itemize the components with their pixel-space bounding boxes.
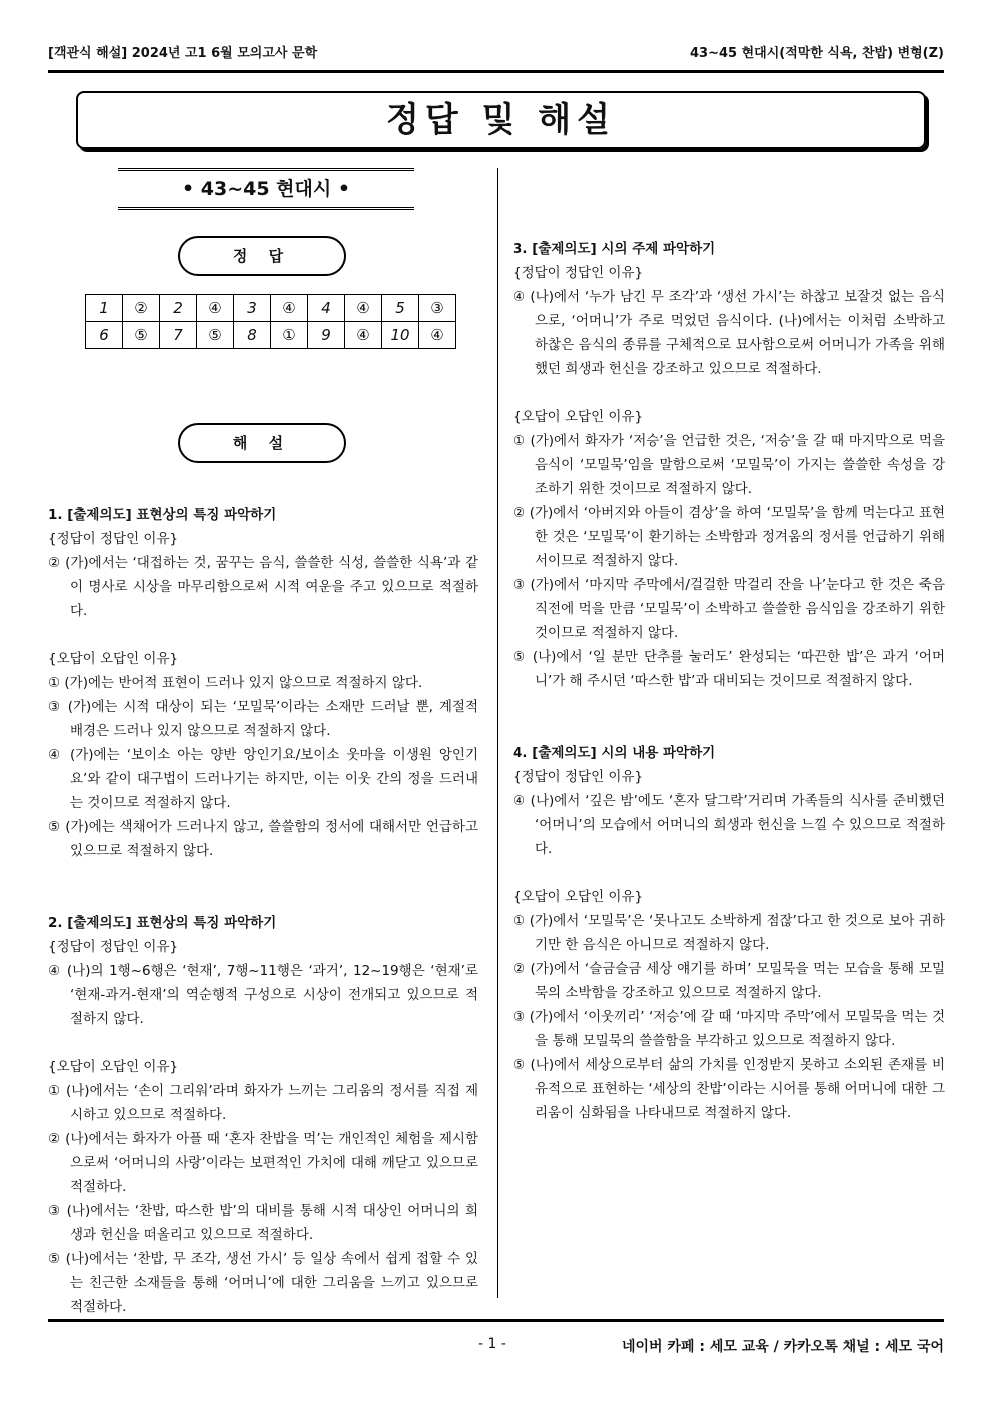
answer-row — [86, 322, 456, 349]
explanation-item: ③ (가)에서 ‘마지막 주막에서/걸걸한 막걸리 잔을 나’눈다고 한 것은 죽음 직전에 먹을 만큼 ‘모밀묵’이 소박하고 쓸쓸한 음식임을 강조하기 위한 것이므로 적절하지 않다. — [513, 577, 945, 641]
correct-label: {정답이 정답인 이유} — [513, 265, 644, 281]
answer-value: ④ — [197, 295, 234, 322]
section-title: • 43~45 현대시 • — [118, 168, 414, 210]
bottom-rule — [48, 1319, 944, 1322]
answer-number: 3 — [234, 295, 271, 322]
explanation-item: ② (나)에서는 화자가 아플 때 ‘혼자 찬밥을 먹’는 개인적인 체험을 제시함으로써 ‘어머니의 사랑’이라는 보편적인 가치에 대해 깨닫고 있으므로 적절하다. — [48, 1131, 478, 1195]
answer-value: ④ — [419, 322, 456, 349]
explanation-label: 해 설 — [178, 423, 346, 463]
left-column — [48, 168, 478, 1319]
answer-number: 1 — [86, 295, 123, 322]
explanation-item: ④ (나)에서 ‘깊은 밤’에도 ‘혼자 달그락’거리며 가족들의 식사를 준비했던 ‘어머니’의 모습에서 어머니의 희생과 헌신을 느낄 수 있으므로 적절하다. — [513, 793, 945, 857]
answer-value: ④ — [271, 295, 308, 322]
explanation-item: ① (가)에서 화자가 ‘저승’을 언급한 것은, ‘저승’을 갈 때 마지막으로 먹을 음식이 ‘모밀묵’임을 말함으로써 ‘모밀묵’이 가지는 쓸쓸한 속성을 강조하기 위한 것이므로 적절하지 않다. — [513, 433, 945, 497]
explanation-item: ⑤ (나)에서는 ‘찬밥, 무 조각, 생선 가시’ 등 일상 속에서 쉽게 접할 수 있는 친근한 소재들을 통해 ‘어머니’에 대한 그리움을 느끼고 있으므로 적절하다. — [48, 1251, 478, 1315]
correct-label: {정답이 정답인 이유} — [513, 769, 644, 785]
right-column — [513, 165, 945, 1125]
answer-value: ⑤ — [123, 322, 160, 349]
answer-number: 5 — [382, 295, 419, 322]
correct-label: {정답이 정답인 이유} — [48, 939, 179, 955]
answer-value: ⑤ — [197, 322, 234, 349]
explanation-item: ② (가)에서 ‘아버지와 아들이 겸상’을 하여 ‘모밀묵’을 함께 먹는다고 표현한 것은 ‘모밀묵’이 환기하는 소박함과 정겨움의 정서를 언급하기 위해서이므로 적절하지 않다. — [513, 505, 945, 569]
explanation-item: ⑤ (가)에는 색채어가 드러나지 않고, 쓸쓸함의 정서에 대해서만 언급하고 있으므로 적절하지 않다. — [48, 819, 478, 859]
question-title: 3. [출제의도] 시의 주제 파악하기 — [513, 241, 716, 257]
top-rule — [48, 70, 944, 73]
explanation-item: ⑤ (나)에서 ‘일 분만 단추를 눌러도’ 완성되는 ‘따끈한 밥’은 과거 ‘어머니’가 해 주시던 ‘따스한 밥’과 대비되는 것이므로 적절하지 않다. — [513, 649, 945, 689]
answer-value: ④ — [345, 322, 382, 349]
answer-number: 4 — [308, 295, 345, 322]
page-number: - 1 - — [478, 1336, 506, 1352]
explanation-item: ③ (가)에서 ‘이웃끼리’ ‘저승’에 갈 때 ‘마지막 주막’에서 모밀묵을 먹는 것을 통해 모밀묵의 쓸쓸함을 부각하고 있으므로 적절하지 않다. — [513, 1009, 945, 1049]
answer-value: ② — [123, 295, 160, 322]
answer-value: ④ — [345, 295, 382, 322]
wrong-label: {오답이 오답인 이유} — [48, 651, 179, 667]
answer-number: 6 — [86, 322, 123, 349]
answer-number: 10 — [382, 322, 419, 349]
explanation-item: ① (가)에서 ‘모밀묵’은 ‘못나고도 소박하게 점잖’다고 한 것으로 보아 귀하기만 한 음식은 아니므로 적절하지 않다. — [513, 913, 945, 953]
answer-number: 2 — [160, 295, 197, 322]
wrong-label: {오답이 오답인 이유} — [513, 889, 644, 905]
explanation-item: ③ (나)에서는 ‘찬밥, 따스한 밥’의 대비를 통해 시적 대상인 어머니의 희생과 헌신을 떠올리고 있으므로 적절하다. — [48, 1203, 478, 1243]
explanation-item: ④ (나)에서 ‘누가 남긴 무 조각’과 ‘생선 가시’는 하찮고 보잘것 없는 음식으로, ‘어머니’가 주로 먹었던 음식이다. (나)에서는 이처럼 소박하고 하찮은 음식의 종류를 구체적으로 묘사함으로써 어머니가 가족을 위해 했던 희생과 헌신을 강조하고 있으므로 적절하다. — [513, 289, 945, 377]
page-footer — [48, 1336, 944, 1358]
correct-label: {정답이 정답인 이유} — [48, 531, 179, 547]
page-header — [48, 40, 944, 64]
explanation-item: ① (나)에서는 ‘손이 그리워’라며 화자가 느끼는 그리움의 정서를 직접 제시하고 있으므로 적절하다. — [48, 1083, 478, 1123]
question-title: 4. [출제의도] 시의 내용 파악하기 — [513, 745, 716, 761]
page-title: 정답 및 해설 — [76, 91, 926, 149]
explanation-item: ④ (나)의 1행~6행은 ‘현재’, 7행~11행은 ‘과거’, 12~19행은 ‘현재’로 ‘현재-과거-현재’의 역순행적 구성으로 시상이 전개되고 있으므로 적절하지 않다. — [48, 963, 478, 1027]
header-left: [객관식 해설] 2024년 고1 6월 모의고사 문학 — [48, 46, 318, 61]
column-divider — [497, 168, 498, 1298]
question-title: 2. [출제의도] 표현상의 특징 파악하기 — [48, 915, 277, 931]
answers-label: 정 답 — [178, 236, 346, 276]
header-right: 43~45 현대시(적막한 식욕, 찬밥) 변형(Z) — [689, 46, 944, 61]
answer-table — [85, 294, 456, 349]
explanation-item: ④ (가)에는 ‘보이소 아는 양반 앙인기요/보이소 웃마을 이생원 앙인기요’와 같이 대구법이 드러나기는 하지만, 이는 이웃 간의 정을 드러내는 것이므로 적절하지 않다. — [48, 747, 478, 811]
explanation-item: ③ (가)에는 시적 대상이 되는 ‘모밀묵’이라는 소재만 드러날 뿐, 계절적 배경은 드러나 있지 않으므로 적절하지 않다. — [48, 699, 478, 739]
explanation-item: ① (가)에는 반어적 표현이 드러나 있지 않으므로 적절하지 않다. — [48, 675, 423, 691]
answer-number: 9 — [308, 322, 345, 349]
answer-number: 8 — [234, 322, 271, 349]
explanation-item: ⑤ (나)에서 세상으로부터 삶의 가치를 인정받지 못하고 소외된 존재를 비유적으로 표현하는 ‘세상의 찬밥’이라는 시어를 통해 어머니에 대한 그리움이 심화됨을 나타내므로 적절하지 않다. — [513, 1057, 945, 1121]
wrong-label: {오답이 오답인 이유} — [513, 409, 644, 425]
explanation-item: ② (가)에서 ‘슬금슬금 세상 얘기를 하며’ 모밀묵을 먹는 모습을 통해 모밀묵의 소박함을 강조하고 있으므로 적절하지 않다. — [513, 961, 945, 1001]
explanation-item: ② (가)에서는 ‘대접하는 것, 꿈꾸는 음식, 쓸쓸한 식성, 쓸쓸한 식욕’과 같이 명사로 시상을 마무리함으로써 시적 여운을 주고 있으므로 적절하다. — [48, 555, 478, 619]
answer-row — [86, 295, 456, 322]
answer-number: 7 — [160, 322, 197, 349]
wrong-label: {오답이 오답인 이유} — [48, 1059, 179, 1075]
answer-value: ③ — [419, 295, 456, 322]
answer-value: ① — [271, 322, 308, 349]
question-title: 1. [출제의도] 표현상의 특징 파악하기 — [48, 507, 277, 523]
footer-channels: 네이버 카페 : 세모 교육 / 카카오톡 채널 : 세모 국어 — [621, 1339, 944, 1355]
